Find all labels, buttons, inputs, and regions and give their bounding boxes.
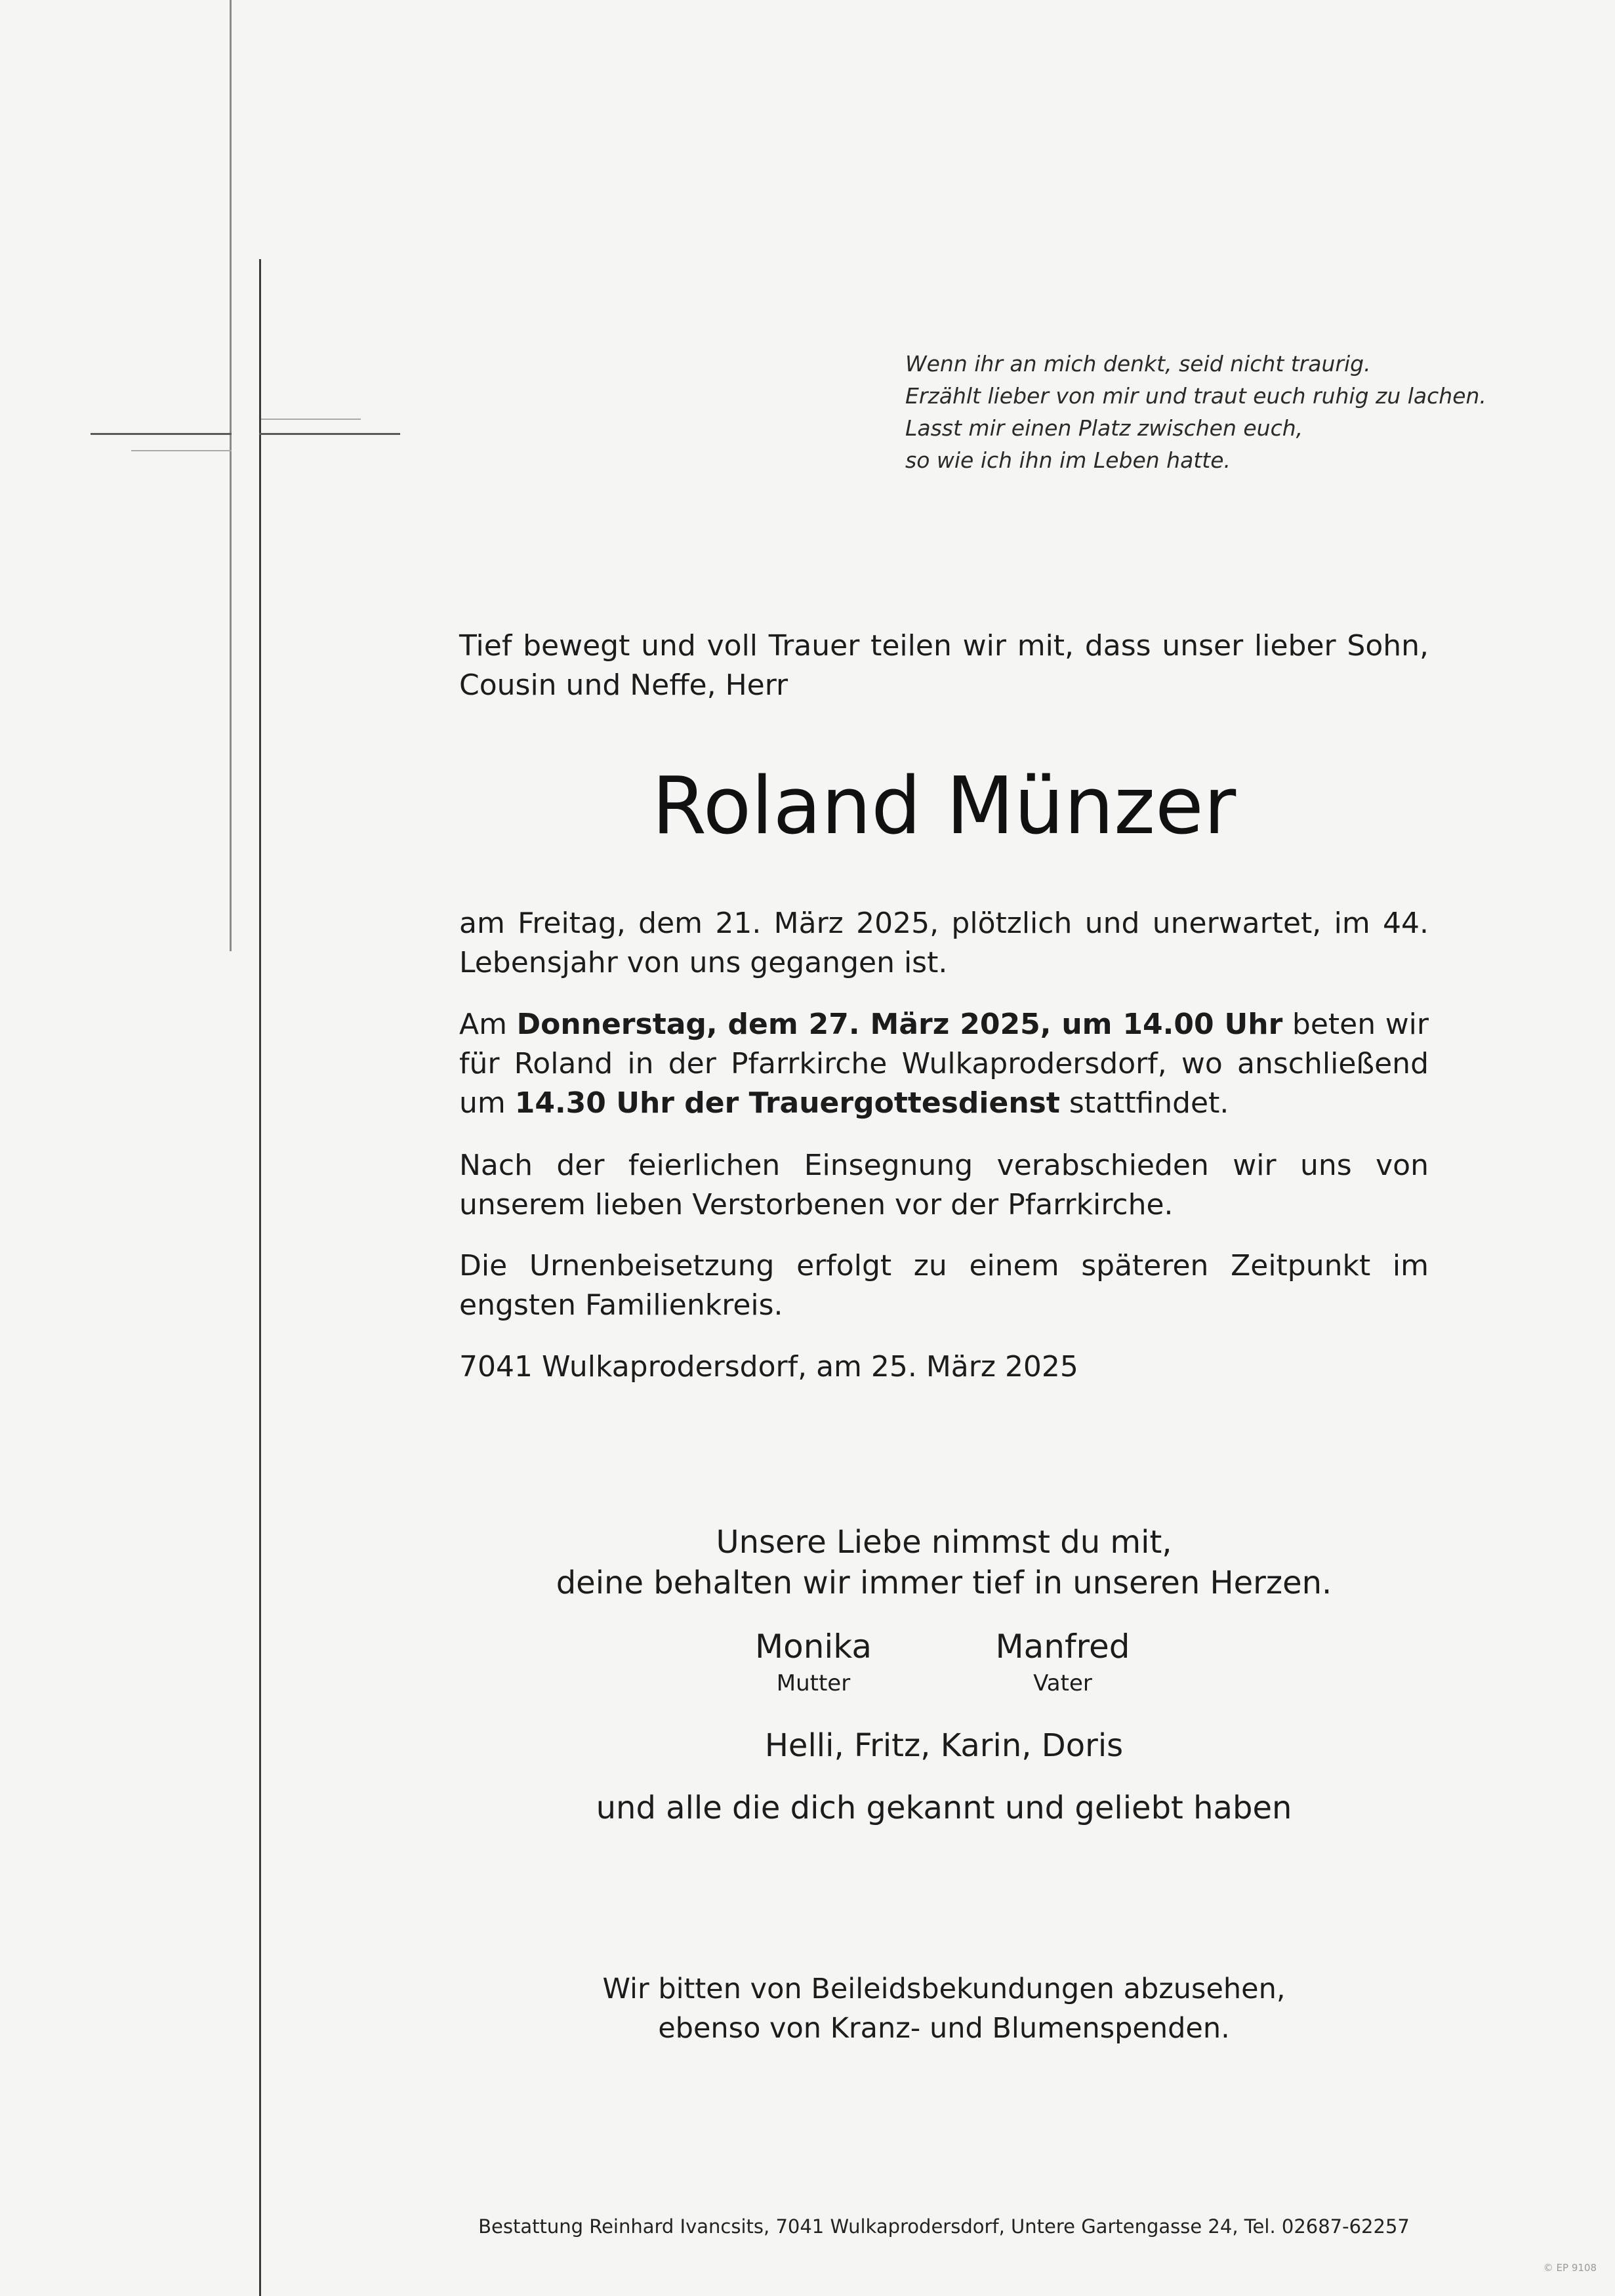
- cross-arm-left: [91, 433, 232, 435]
- poem-line: Erzählt lieber von mir und traut euch ruhig zu lachen.: [905, 383, 1486, 409]
- cross-arm-right: [259, 433, 400, 435]
- poem-line: so wie ich ihn im Leben hatte.: [905, 447, 1231, 473]
- parent-role: Mutter: [776, 1670, 851, 1696]
- poem: [905, 348, 1561, 476]
- request-line: Wir bitten von Beileidsbekundungen abzusehen,: [602, 1973, 1286, 2005]
- funeral-home-footer: Bestattung Reinhard Ivancsits, 7041 Wulkaprodersdorf, Untere Gartengasse 24, Tel. 02687-62257: [478, 2215, 1410, 2238]
- others: und alle die dich gekannt und geliebt haben: [596, 1790, 1292, 1826]
- parent-mother: [682, 1627, 945, 1698]
- parents: [459, 1627, 1429, 1712]
- request-line: ebenso von Kranz- und Blumenspenden.: [658, 2012, 1230, 2045]
- closing-line: Unsere Liebe nimmst du mit,: [716, 1524, 1172, 1561]
- deceased-name: Roland Münzer: [651, 761, 1237, 852]
- parent-name: Monika: [754, 1628, 872, 1666]
- intro-text: Tief bewegt und voll Trauer teilen wir mit, dass unser lieber Sohn, Cousin und Neffe, Herr: [459, 629, 1429, 702]
- parent-name: Manfred: [995, 1628, 1130, 1666]
- farewell-text: Nach der feierlichen Einsegnung verabschieden wir uns von unserem lieben Verstorbenen vor der Pfarrkirche.: [459, 1149, 1429, 1221]
- cross-vertical-back: [230, 0, 232, 951]
- urn-text: Die Urnenbeisetzung erfolgt zu einem späteren Zeitpunkt im engsten Familienkreis.: [459, 1249, 1429, 1322]
- closing-line: deine behalten wir immer tief in unseren Herzen.: [556, 1565, 1332, 1601]
- place-date: 7041 Wulkaprodersdorf, am 25. März 2025: [459, 1350, 1078, 1384]
- parent-role: Vater: [1033, 1670, 1092, 1696]
- poem-line: Wenn ihr an mich denkt, seid nicht traurig.: [905, 351, 1371, 377]
- service-text: Am Donnerstag, dem 27. März 2025, um 14.00 Uhr beten wir für Roland in der Pfarrkirche Wulkaprodersdorf, wo anschließend um 14.30 Uhr der Trauergottesdienst stattfindet.: [459, 1008, 1429, 1120]
- cross-arm-right-shadow: [261, 419, 361, 420]
- request-text: [459, 1969, 1429, 2048]
- cross-arm-left-shadow: [131, 450, 232, 451]
- siblings: Helli, Fritz, Karin, Doris: [764, 1727, 1124, 1764]
- cross-vertical-front: [259, 259, 261, 2296]
- parent-father: [931, 1627, 1194, 1698]
- print-code: © EP 9108: [1543, 2262, 1597, 2274]
- death-text: am Freitag, dem 21. März 2025, plötzlich und unerwartet, im 44. Lebensjahr von uns gegangen ist.: [459, 907, 1429, 979]
- closing-verse: [459, 1522, 1429, 1603]
- poem-line: Lasst mir einen Platz zwischen euch,: [905, 415, 1303, 441]
